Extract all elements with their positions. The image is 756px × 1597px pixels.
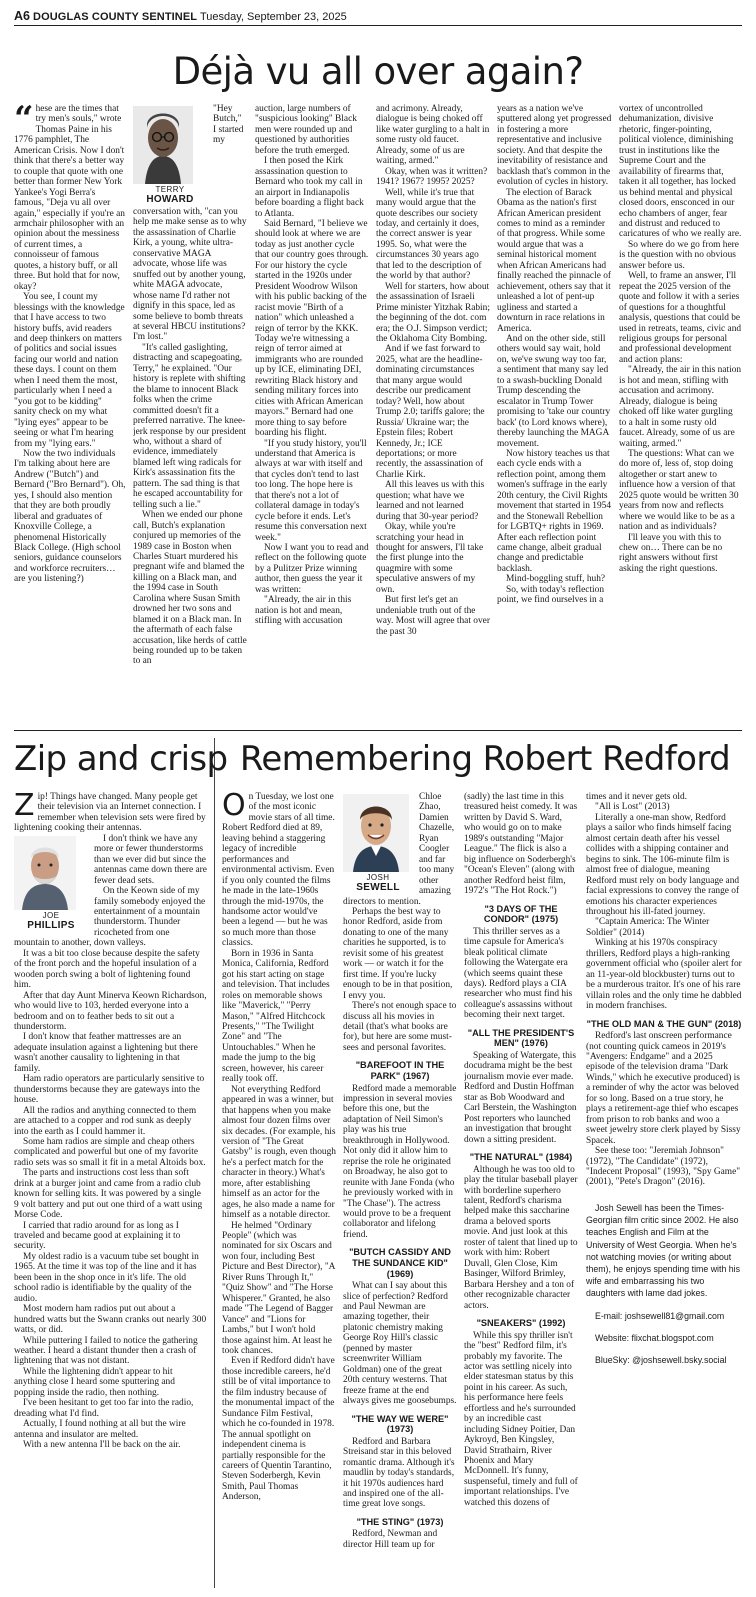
body-paragraph: While this spy thriller isn't the "best" Redford film, it's probably my favorite. The actor was settling nicely into elder statesman status by this point in his career. As such, his performance here feels effortless and he's surrounded by an incredible cast including Sidney Poitier, Dan Aykroyd, Ben Kingsley, David Strathairn, River Phoenix and Mary McDonnell. It's funny, suspenseful, timely and full of important relationships. I've watched this dozens of [464,1330,578,1508]
film-subhead: "BUTCH CASSIDY AND THE SUNDANCE KID" (1969) [349,1247,451,1279]
body-paragraph: On Tuesday, we lost one of the most iconic movie stars of all time. Robert Redford died at 89, leaving behind a staggering legacy of incredible performances and environmental activism. Even if you only counted the films he made in the late-1960s through the mid-1970s, the handsome actor would've been a legend — but he was so much more than those classics. [222,792,335,949]
body-paragraph: This thriller serves as a time capsule for America's bleak political climate following the Watergate era (which seems quaint these days). Redford plays a CIA researcher who must find his colleague's assassins without becoming their next target. [464,926,573,1021]
body-paragraph: Most modern ham radios put out about a hundred watts but the Swann cranks out nearly 300 watts, or did. [14,1304,207,1336]
mugshot-joe-phillips [14,836,76,910]
body-paragraph: Redford made a memorable impression in several movies before this one, but the adaptation of Neil Simon's play was his true breakthrough in Hollywood. Not only did it allow him to reprise the role he originated on Broadway, he also got to reunite with Jane Fonda (who he previously worked with in "The Chase"). The actress would prove to be a frequent collaborator and lifelong friend. [343,1083,457,1240]
body-paragraph: After that day Aunt Minerva Keown Richardson, who would live to 103, herded everyone into a bedroom and on to feather beds to sit out a thunderstorm. [14,990,207,1032]
byline-first-name: JOSH [366,873,390,882]
story1-column-5 [497,104,612,726]
bio-text: Josh Sewell has been the Times-Georgian film critic since 2002. He also teaches English and Film at the University of West Georgia. When he's not watching movies (or writing about them), he enjoys spending time with his wife and embarrassing his two daughters with lame dad jokes. [586,1202,741,1299]
author-photo-josh-sewell [343,794,413,893]
story1-headline: Déjà vu all over again? [172,50,584,93]
mugshot-josh-sewell [343,794,409,872]
body-paragraph: So, with today's reflection point, we find ourselves in a [497,584,605,606]
body-paragraph: Even if Redford didn't have those incredible careers, he'd still be of vital importance to the film industry because of the monumental impact of the Sundance Film Festival, which he co-founded in 1978. The annual spotlight on independent cinema is partially responsible for the careers of Quentin Tarantino, Steven Soderbergh, Kevin Smith, Paul Thomas Anderson, [222,1356,335,1503]
story1-column-4 [376,104,490,726]
body-paragraph: "Already, the air in this nation is hot and mean, stifling with accusation and acrimony. Already, dialogue is being choked off like water gurgling to a halt in some rusty old faucet. Already, some of us are waiting, armed." [619,365,742,449]
bio-contact: BlueSky: @joshsewell.bsky.social [595,1354,727,1365]
publication-date: Tuesday, September 23, 2025 [199,11,347,23]
body-paragraph: Okay, while you're scratching your head in thought for answers, I'll take the first plunge into the quagmire with some speculative answers of my own. [376,522,484,595]
bio-contact: Website: flixchat.blogspot.com [595,1332,714,1343]
body-paragraph: Now I want you to read and reflect on the following quote by a Pulitzer Prize winning author, then guess the year it was written: [255,543,369,595]
body-paragraph: “ hese are the times that try men's souls," wrote Thomas Paine in his 1776 pamphlet, The American Crisis. Now I don't think that there's a better way to couple that quote with one better than former New York Yankee's Yogi Berra's famous, "Deja vu all over again," especially if you're an armchair philosopher with an opinion about the messiness of current times, a connoisseur of famous quotes, a history buff, or all three. But hold that for now, okay? [14,104,125,292]
body-paragraph: Redford's last onscreen performance (not counting quick cameos in 2019's "Avengers: Endgame" and a 2025 episode of the television drama "Dark Winds," which he executive produced) is a reminder of why the actor was beloved for so long. Based on a true story, he plays a retirement-age thief who escapes from prison to rob banks and woo a sweet jewelry store clerk played by Sissy Spacek. [586,1031,741,1146]
body-paragraph: "All is Lost" (2013) [595,802,670,813]
body-paragraph: I carried that radio around for as long as I traveled and became good at explaining it to security. [14,1220,181,1252]
film-subhead: "ALL THE PRESIDENT'S MEN" (1976) [467,1027,575,1049]
body-paragraph: "If you study history, you'll understand that America is always at war with itself and that cycles don't tend to last too long. The hope here is that there's not a lot of collateral damage in today's cycle before it ends. Let's resume this conversation next week." [255,438,367,543]
body-paragraph: "Already, the air in this nation is hot and mean, stifling with accusation [255,595,352,627]
body-paragraph: Well for starters, how about the assassination of Israeli Prime minister Yitzhak Rabin; the beginning of the dot. com era; the O.J. Simpson verdict; the Oklahoma City Bombing. [376,281,490,344]
story3-column-4 [586,792,742,1588]
author-photo-joe-phillips [14,836,88,931]
story2-headline: Zip and crisp [14,739,228,779]
column-divider [214,738,215,1588]
drop-cap: “ [14,104,32,139]
drop-cap: O [222,792,246,823]
body-paragraph: He helmed "Ordinary People" (which was nominated for six Oscars and won four, including Best Picture and Best Director), "A River Runs Through It," "Quiz Show" and "The Horse Whisperer." Granted, he also made "The Legend of Bagger Vance" and "Lions for Lambs," but I won't hold those against him. At least he took chances. [222,1220,335,1357]
body-paragraph: There's not enough space to discuss all his movies in detail (that's what books are for), but here are some must-sees and personal favorites. [343,1001,457,1053]
body-paragraph: Well, to frame an answer, I'll repeat the 2025 version of the quote and follow it with a series of questions for a thoughtful analysis, questions that could be used in retreats, teams, civic and religious groups for personal and professional development and action plans: [619,271,742,365]
drop-cap: Z [14,792,35,823]
body-paragraph: times and it never gets old. [586,792,688,802]
byline-last-name: SEWELL [356,882,400,893]
body-paragraph: Chloe Zhao, Damien Chazelle, Ryan Coogler and far too many other amazing directors to mention. [343,792,455,907]
body-paragraph: Actually, I found nothing at all but the wire antenna and insulator are melted. [14,1419,186,1440]
story1-column-6 [619,104,742,726]
body-paragraph: And if we fast forward to 2025, what are the headline-dominating circumstances that many argue would describe our predicament today? Well, how about Trump 2.0; tariffs galore; the Russia/ Ukraine war; the Epstein files; Robert Kennedy, Jr.; ICE deportations; or more recently, the assassination of Charlie Kirk. [376,344,485,480]
film-subhead: "SNEAKERS" (1992) [476,1318,566,1328]
story3-headline: Remembering Robert Redford [239,739,731,779]
byline-last-name: HOWARD [146,194,194,205]
bio-contact: E-mail: joshsewell81@gmail.com [595,1310,725,1321]
body-paragraph: But first let's get an undeniable truth out of the way. Most will agree that over the past 30 [376,595,490,637]
body-paragraph: Now the two individuals I'm talking about here are Andrew ("Butch") and Bernard ("Bro Bernard"). Oh, yes, I should also mention that they are both proudly liberal and graduates of Knoxville College, a phenomenal Historically Black College. (High school seniors, guidance counselors and workforce recruiters… are you listening?) [14,448,126,585]
byline-first-name: JOE [42,910,60,920]
body-paragraph: Mind-boggling stuff, huh? [506,574,606,585]
body-paragraph: I then posed the Kirk assassination question to Bernard who took my call in an airport in Indianapolis before boarding a flight back to Atlanta. [255,156,364,219]
film-subhead: "BAREFOOT IN THE PARK" (1967) [355,1060,445,1081]
body-paragraph: "It's called gaslighting, distracting and scapegoating, Terry," he explained. "Our history is replete with shifting the blame to innocent Black folks when the crime committed doesn't fit a preferred narrative. The knee-jerk response by our president who, without a shard of evidence, immediately blamed left wing radicals for Kirk's assassination fits the pattern. The sad thing is that he escaped accountability for telling such a lie." [133,342,246,510]
body-paragraph: Speaking of Watergate, this docudrama might be the best journalism movie ever made. Redford and Dustin Hoffman star as Bob Woodward and Carl Berstein, the Washington Post reporters who launched an investigation that brought down a sitting president. [464,1050,577,1145]
section-divider [14,730,742,731]
body-paragraph: And on the other side, still others would say wait, hold on, we've swung way too far, a sentiment that many say led to a swash-buckling Donald Trump descending the escalator in Trump Tower promising to 'take our country back' (to Lord knows where), thereby launching the MAGA movement. [497,333,611,449]
page-number: A6 [14,9,30,23]
body-paragraph: auction, large numbers of "suspicious looking" Black men were rounded up and questioned by authorities before the truth emerged. [255,104,357,156]
mugshot-terry-howard [133,106,193,184]
author-bio [586,1202,742,1366]
publication-name: DOUGLAS COUNTY SENTINEL [33,11,198,23]
body-paragraph: I don't think we have any more or fewer thunderstorms than we ever did but since the antennas came down there are fewer dead sets. [94,833,207,886]
body-paragraph: See these too: "Jeremiah Johnson" (1972), "The Candidate" (1972), "Indecent Proposal" (1993), "Spy Game" (2001), "Pete's Dragon" (2016). [586,1146,741,1188]
body-paragraph: Okay, when was it written? 1941? 1967? 1995? 2025? [376,166,488,188]
body-paragraph: Said Bernard, "I believe we should look at where we are today as just another cycle that our country goes through. For our history the cycle started in the 1920s under President Woodrow Wilson with his public backing of the racist movie "Birth of a nation" which unleashed a reign of terror by the KKK. Today we're witnessing a reign of terror aimed at immigrants who are rounded up by ICE, eliminating DEI, rewriting Black history and sending military forces into cities with African American mayors." Bernard had one more thing to say before boarding his flight. [255,218,369,439]
body-paragraph: Redford and Barbara Streisand star in this beloved romantic drama. Although it's maudlin by today's standards, it hit 1970s audiences hard and inspired one of the all-time great love songs. [343,1436,455,1510]
body-paragraph: The questions: What can we do more of, less of, stop doing altogether or start anew to influence how a version of that 2025 quote would be written 30 years from now and reflects where we would like to be as a nation and as individuals? [619,448,739,533]
film-subhead: "THE OLD MAN & THE GUN" (2018) [586,1018,742,1029]
body-paragraph: Not everything Redford appeared in was a winner, but that happens when you make almost four dozen films over six decades. (For example, his version of "The Great Gatsby" is rough, even though he's a perfect match for the character in theory.) What's more, after establishing himself as an actor for the ages, he also made a name for himself as a notable director. [222,1084,336,1221]
body-paragraph: Literally a one-man show, Redford plays a sailor who finds himself facing almost certain death after his vessel collides with a shipping container and begins to sink. The 106-minute film is almost free of dialogue, meaning Redford must rely on body language and facial expressions to convey the range of emotions his character experiences throughout his ill-fated journey. [586,812,740,917]
body-paragraph: I've been hesitant to get too far into the radio, dreading what I'd find. [14,1398,194,1419]
body-paragraph: On the Keown side of my family somebody enjoyed the entertainment of a mountain thunderstorm. Thunder ricocheted from one mountain to another, down valleys. [14,886,206,949]
body-paragraph: Zip! Things have changed. Many people get their television via an Internet connection. I remember when television sets were fired by lightening cooking their antennas. [14,792,206,834]
body-paragraph: Redford, Newman and director Hill team up for [343,1529,438,1550]
story3-column-2 [343,792,457,1588]
body-paragraph: While puttering I failed to notice the gathering weather. I heard a distant thunder then a crash of lightening that was not distant. [14,1335,198,1367]
body-paragraph: Perhaps the best way to honor Redford, aside from donating to one of the many charities he supported, is to revisit some of his greatest work — or watch it for the first time. If you're lucky enough to be in that position, I envy you. [343,906,453,1001]
story1-column-2 [133,104,247,726]
film-subhead: "3 DAYS OF THE CONDOR" (1975) [483,903,559,925]
film-subhead: "THE STING" (1973) [356,1516,444,1527]
story2-body [14,792,207,1588]
film-subhead: "THE NATURAL" (1984) [469,1152,573,1163]
body-paragraph: It was a bit too close because despite the safety of the front porch and the hopeful insulation of a wooden porch swing a bolt of lightening found him. [14,948,200,991]
body-paragraph: Well, while it's true that many would argue that the quote describes our society today, and certainly it does, the correct answer is year 1995. So, what were the circumstances 30 years ago that led to the description of the world by that author? [376,187,482,282]
body-paragraph: Ham radio operators are particularly sensitive to thunderstorms because they are gateways into the house. [14,1074,205,1106]
body-paragraph: "Hey Butch," I started my conversation with, "can you help me make sense as to why the assassination of Charlie Kirk, a young, white ultra-conservative MAGA advocate, whose life was snuffed out by another young, white MAGA advocate, whose name I'd rather not dignify in this space, led as some believe to bomb threats at several HBCU institutions? I'm lost." [133,104,247,343]
byline-first-name: TERRY [155,185,185,194]
film-subhead: "THE WAY WE WERE" (1973) [351,1413,449,1435]
body-paragraph: Winking at his 1970s conspiracy thrillers, Redford plays a high-ranking government official who (spoiler alert for an 11-year-old blockbuster) turns out to be a murderous traitor. It's one of his rare villain roles and the only time he dabbled in modern franchises. [586,938,742,1012]
body-paragraph: With a new antenna I'll be back on the air. [23,1440,181,1451]
body-paragraph: My oldest radio is a vacuum tube set bought in 1965. At the time it was top of the line and it has been been in the shop once in it's life. The old school radio is identifiable by the quality of the audio. [14,1251,199,1304]
body-paragraph: While the lightening didn't appear to hit anything close I heard some sputtering and popping inside the radio, then nothing. [14,1366,175,1398]
body-paragraph: The election of Barack Obama as the nation's first African American president comes to mind as a reminder of that progress. While some would argue that was a seminal historical moment when African Americans had finally reached the pinnacle of achievement, others say that it unleashed a lot of pent-up ugliness and started a downturn in race relations in America. [497,187,612,334]
body-paragraph: Now history teaches us that each cycle ends with a reflection point, among them women's suffrage in the early 20th century, the Civil Rights movement that started in 1954 and the Stonewall Rebellion for LGBTQ+ rights in 1969. After each reflection point came change, albeit gradual change and predictable backlash. [497,448,612,574]
story3-column-3 [464,792,578,1588]
body-paragraph: Born in 1936 in Santa Monica, California, Redford got his start acting on stage and television. That includes roles on memorable shows like "Maverick," "Perry Mason," "Alfred Hitchcock Presents," "The Twilight Zone" and "The Untouchables." When he made the jump to the big screen, however, his career really took off. [222,948,330,1085]
story3-column-1 [222,792,336,1588]
author-photo-terry-howard [133,106,207,205]
body-paragraph: vortex of uncontrolled dehumanization, divisive rhetoric, finger-pointing, political violence, diminishing trust in institutions like the Supreme Court and the availability of firearms that, taken it all together, has locked us behind mental and physical closed doors, ensconced in our echo chambers of anger, fear and distrust and reduced to caricatures of who we really are. [619,104,742,240]
body-paragraph: All the radios and anything connected to them are attached to a copper and rod sunk as deeply into the earth as I could hammer it. [14,1105,197,1137]
body-paragraph: What can I say about this slice of perfection? Redford and Paul Newman are amazing together, their platonic chemistry making George Roy Hill's classic (penned by master screenwriter William Goldman) one of the great 20th century westerns. That freeze frame at the end always gives me goosebumps. [343,1281,457,1407]
body-paragraph: years as a nation we've sputtered along yet progressed in fostering a more representative and inclusive society. And that despite the inevitability of resistance and backlash that's common in the evolution of cycles in history. [497,104,612,188]
body-paragraph: I don't know that feather mattresses are an adequate insulation against a lightening but there wasn't another causality to lightening in that family. [14,1032,198,1074]
body-paragraph: Some ham radios are simple and cheap others complicated and powerful but one of my favorite radio sets was so small it fit in a metal Altoids box. [14,1136,206,1168]
byline-last-name: PHILLIPS [27,919,75,931]
body-paragraph: The parts and instructions cost less than soft drink at a burger joint and came from a radio club known for selling kits. It was powered by a single 9 volt battery and put out one third of a watt using Morse Code. [14,1168,203,1221]
body-paragraph: (sadly) the last time in this treasured heist comedy. It was written by David S. Ward, who would go on to make 1989's outstanding "Major League." The flick is also a big influence on Soderbergh's "Ocean's Eleven" (along with another Redford heist film, 1972's "The Hot Rock.") [464,792,578,897]
body-paragraph: All this leaves us with this question; what have we learned and not learned during that 30-year period? [376,480,485,522]
story1-column-3 [255,104,369,726]
body-paragraph: You see, I count my blessings with the knowledge that I have access to two history buffs, avid readers and deep thinkers on matters of politics and social issues facing our world and nation these days. I count on them when I need them the most, particularly when I need a "you got to be kidding" sanity check on my what "lying eyes" appear to be seeing or what I'm hearing from my "lying ears." [14,292,125,449]
story1-column-1 [14,104,126,726]
body-paragraph: and acrimony. Already, dialogue is being choked off like water gurgling to a halt in some rusty old faucet. Already, some of us are waiting, armed." [376,104,490,167]
page-masthead [14,8,742,26]
body-paragraph: Although he was too old to play the titular baseball player with borderline superhero talent, Redford's charisma helped make this saccharine drama a beloved sports movie. And just look at this roster of talent that lined up to work with him: Robert Duvall, Glen Close, Kim Basinger, Wilford Brimley, Barbara Hershey and a ton of other recognizable character actors. [464,1164,578,1311]
body-paragraph: So where do we go from here is the question with no obvious answer before us. [619,239,739,271]
body-paragraph: When we ended our phone call, Butch's explanation conjured up memories of the 1989 case in Boston when Charles Stuart murdered his pregnant wife and blamed the killing on a Black man, and the 1994 case in South Carolina where Susan Smith drowned her two sons and blamed it on a Black man. In the aftermath of each false accusation, like herds of cattle being rounded up to be taken to an [133,510,247,667]
body-paragraph: "Captain America: The Winter Soldier" (2014) [586,917,710,938]
body-paragraph: I'll leave you with this to chew on… There can be no right answers without first asking the right questions. [619,532,723,574]
